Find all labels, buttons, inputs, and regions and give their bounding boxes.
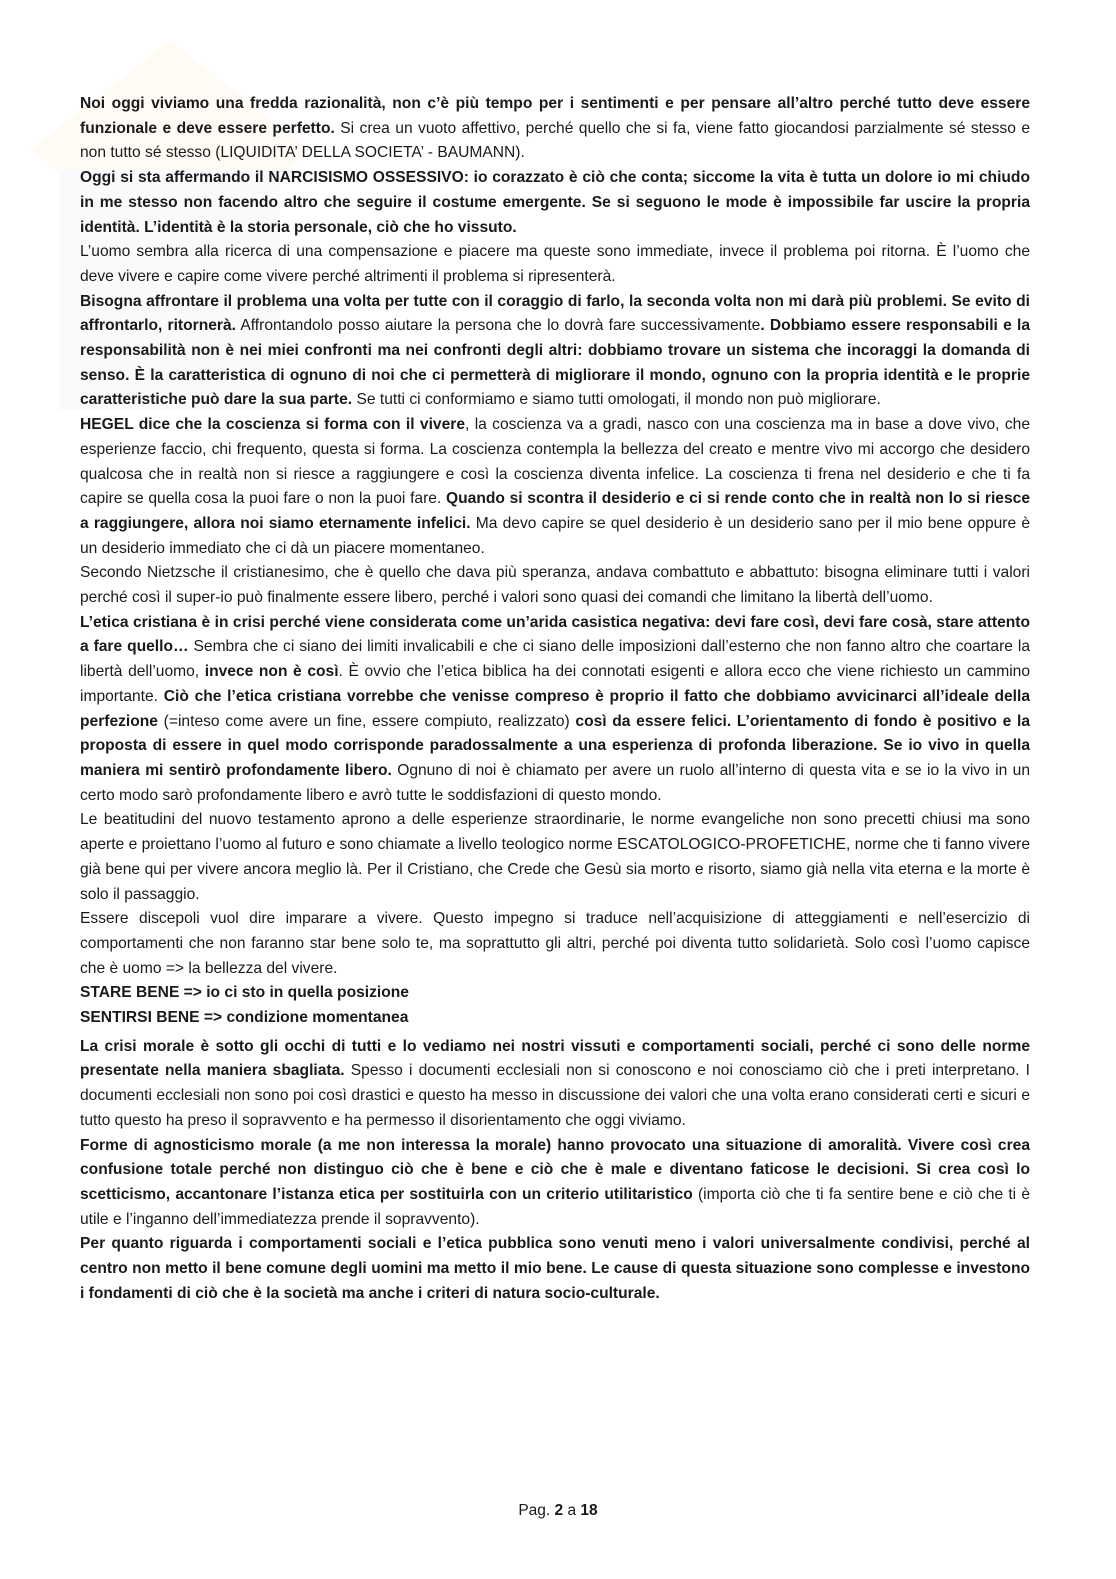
- bold-text-run: Per quanto riguarda i comportamenti sociali e l’etica pubblica sono venuti meno i valori universalmente condivisi, perché al centro non metto il bene comune degli uomini ma metto il mio bene. Le cause di questa situazione sono complesse e investono i fondamenti di ciò che è la società ma anche i criteri di natura socio-culturale.: [80, 1235, 1030, 1302]
- bold-text-run: Ciò che l’etica cristiana vorrebbe che venisse compreso è proprio il fatto che dobbiamo avvicinarci all’ideale della perfezione: [80, 687, 1030, 730]
- paragraph: [80, 240, 1030, 289]
- bold-text-run: Quando si scontra il desiderio e ci si rende conto che in realtà non lo si riesce a raggiungere, allora noi siamo eternamente infelici.: [80, 490, 1030, 532]
- paragraph: [80, 561, 1030, 610]
- text-run: Ma devo capire se quel desiderio è un desiderio sano per il mio bene oppure è un desiderio immediato che ci dà un piacere momentaneo.: [80, 514, 1030, 557]
- paragraph: [80, 1232, 1030, 1306]
- paragraph: [80, 981, 1030, 1006]
- text-run: L’uomo sembra alla ricerca di una compensazione e piacere ma queste sono immediate, invece il problema poi ritorna. È l’uomo che deve vivere e capire come vivere perché altrimenti il problema si ripresenterà.: [80, 243, 1030, 285]
- page-number-footer: [0, 1502, 1116, 1520]
- bold-text-run: L’etica cristiana è in crisi perché viene considerata come un’arida casistica negativa: devi fare così, devi fare cosà, stare attento a fare quello…: [80, 613, 1030, 656]
- paragraph: [80, 290, 1030, 414]
- bold-text-run: SENTIRSI BENE => condizione momentanea: [80, 1009, 409, 1027]
- bold-text-run: invece non è così: [204, 663, 339, 681]
- text-run: Se tutti ci conformiamo e siamo tutti omologati, il mondo non può migliorare.: [352, 391, 881, 409]
- text-run: Si crea un vuoto affettivo, perché quello che si fa, viene fatto giocandosi parzialmente sé stesso e non tutto sé stesso (LIQUIDITA’ DELLA SOCIETA’ - BAUMANN).: [80, 119, 1030, 162]
- bold-text-run: . Dobbiamo essere responsabili e la responsabilità non è nei miei confronti ma nei confronti degli altri: dobbiamo trovare un sistema che incoraggi la domanda di senso. È la caratteristica di ognuno di noi che ci permetterà di migliorare il mondo, ognuno con la propria identità e le proprie caratteristiche può dare la sua parte.: [80, 317, 1030, 409]
- bold-text-run: Oggi si sta affermando il NARCISISMO OSSESSIVO: io corazzato è ciò che conta; siccome la vita è tutta un dolore io mi chiudo in me stesso non facendo altro che seguire il costume emergente. Se si seguono le mode è impossibile far uscire la propria identità. L’identità è la storia personale, ciò che ho vissuto.: [80, 169, 1030, 236]
- bold-text-run: STARE BENE => io ci sto in quella posizione: [80, 984, 409, 1002]
- paragraph: [80, 907, 1030, 981]
- text-run: Le beatitudini del nuovo testamento aprono a delle esperienze straordinarie, le norme evangeliche non sono precetti chiusi ma sono aperte e proiettano l’uomo al futuro e sono chiamate a livello teologico norme ESCATOLOGICO-PROFETICHE, norme che ti fanno vivere già bene qui per vivere ancora meglio là. Per il Cristiano, che Crede che Gesù sia morto e risorto, siamo già nella vita eterna e la morte è solo il passaggio.: [80, 811, 1030, 903]
- bold-text-run: Forme di agnosticismo morale (a me non interessa la morale) hanno provocato una situazione di amoralità. Vivere così crea confusione totale perché non distinguo ciò che è bene e ciò che è male e diventano faticose le decisioni. Si crea così lo scetticismo, accantonare l’istanza etica per sostituirla con un criterio utilitaristico: [80, 1136, 1030, 1203]
- text-run: Ognuno di noi è chiamato per avere un ruolo all’interno di questa vita e se io la vivo in un certo modo sarò profondamente libero e avrò tutte le soddisfazioni di questo mondo.: [80, 761, 1030, 804]
- text-run: Affrontandolo posso aiutare la persona che lo dovrà fare successivamente: [235, 317, 761, 335]
- paragraph: [80, 611, 1030, 809]
- footer-prefix: Pag.: [518, 1502, 555, 1519]
- text-run: Sembra che ci siano dei limiti invalicabili e che ci siano delle imposizioni dall’esterno che non fanno altro che coartare la libertà dell’uomo,: [80, 638, 1030, 681]
- document-body: [80, 92, 1030, 1306]
- text-run: (importa ciò che ti fa sentire bene e ciò che ti è utile e l’inganno dell’immediatezza prende il sopravvento).: [80, 1185, 1031, 1228]
- bold-text-run: Bisogna affrontare il problema una volta per tutte con il coraggio di farlo, la seconda volta non mi darà più problemi. Se evito di affrontarlo, ritornerà.: [80, 292, 1030, 335]
- text-run: (=inteso come avere un fine, essere compiuto, realizzato): [157, 712, 576, 730]
- text-run: Spesso i documenti ecclesiali non si conoscono e noi conosciamo ciò che i preti interpretano. I documenti ecclesiali non sono poi così drastici e questo ha messo in discussione dei valori che una volta erano considerati certi e sicuri e tutto questo ha preso il sopravvento e ha permesso il disorientamento che oggi viviamo.: [80, 1062, 1030, 1129]
- paragraph: [80, 1006, 1030, 1031]
- text-run: . È ovvio che l’etica biblica ha dei connotati esigenti e allora ecco che viene richiesto un cammino importante.: [80, 663, 1030, 705]
- text-run: Secondo Nietzsche il cristianesimo, che è quello che dava più speranza, andava combattuto e abbattuto: bisogna eliminare tutti i valori perché così il super-io può finalmente essere libero, perché i valori sono quasi dei comandi che limitano la libertà dell’uomo.: [80, 564, 1030, 607]
- paragraph: [80, 92, 1030, 166]
- footer-total-pages: 18: [580, 1502, 598, 1519]
- footer-current-page: 2: [554, 1502, 564, 1519]
- bold-text-run: La crisi morale è sotto gli occhi di tutti e lo vediamo nei nostri vissuti e comportamenti sociali, perché ci sono delle norme presentate nella maniera sbagliata.: [80, 1037, 1030, 1080]
- bold-text-run: Noi oggi viviamo una fredda razionalità, non c’è più tempo per i sentimenti e per pensare all’altro perché tutto deve essere funzionale e deve essere perfetto.: [80, 95, 1030, 137]
- text-run: Essere discepoli vuol dire imparare a vivere. Questo impegno si traduce nell’acquisizione di atteggiamenti e nell’esercizio di comportamenti che non faranno star bene solo te, ma soprattutto gli altri, perché poi diventa tutto solidarietà. Solo così l’uomo capisce che è uomo => la bellezza del vivere.: [80, 910, 1030, 977]
- text-run: , la coscienza va a gradi, nasco con una coscienza ma in base a dove vivo, che esperienze faccio, chi frequento, questa si forma. La coscienza contempla la bellezza del creato e mentre vivo mi accorgo che desidero qualcosa che in realtà non si riesce a raggiungere e così la coscienza diventa infelice. La coscienza ti frena nel desiderio e che ti fa capire se quella cosa la puoi fare o non la puoi fare.: [80, 416, 1030, 508]
- paragraph: [80, 1134, 1030, 1233]
- paragraph: [80, 1035, 1030, 1134]
- bold-text-run: così da essere felici. L’orientamento di fondo è positivo e la proposta di essere in quel modo corrisponde paradossalmente a una esperienza di profonda liberazione. Se io vivo in quella maniera mi sentirò profondamente libero.: [80, 712, 1031, 779]
- paragraph: [80, 808, 1030, 907]
- footer-separator: a: [563, 1502, 581, 1519]
- paragraph: [80, 413, 1030, 561]
- bold-text-run: HEGEL dice che la coscienza si forma con il vivere: [80, 416, 466, 434]
- paragraph: [80, 166, 1030, 240]
